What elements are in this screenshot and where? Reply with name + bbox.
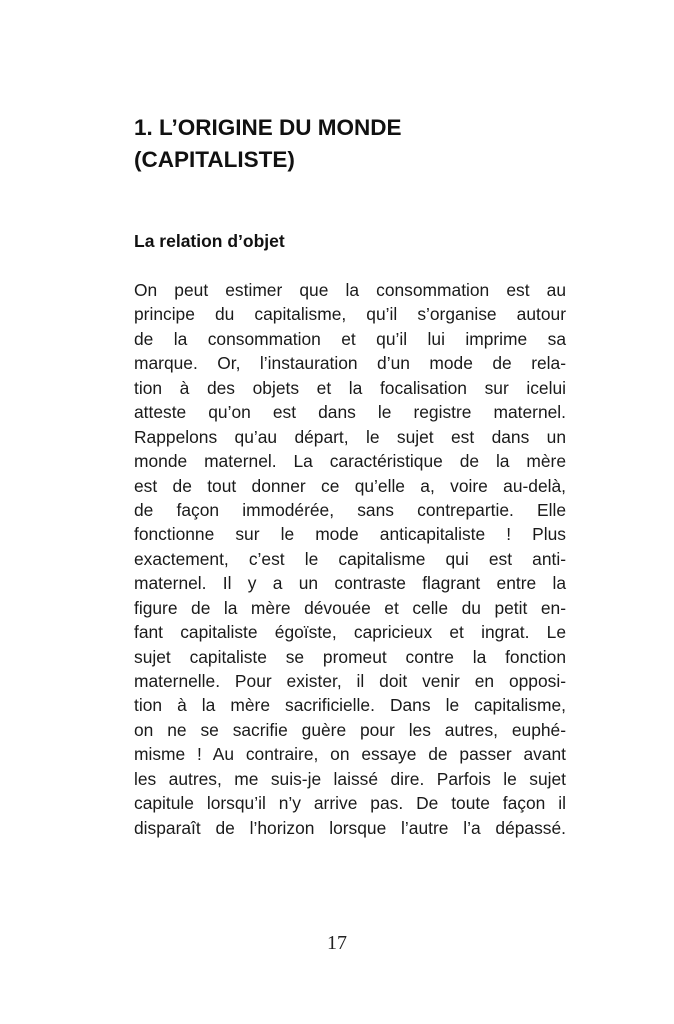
chapter-title-line: 1. L’ORIGINE DU MONDE: [134, 115, 402, 140]
paragraph-line: sujet capitaliste se promeut contre la fonction: [134, 646, 566, 667]
body-paragraph: [134, 278, 566, 840]
paragraph-line: maternel. Il y a un contraste flagrant entre la: [134, 573, 566, 594]
paragraph-line: principe du capitalisme, qu’il s’organise autour: [134, 304, 566, 325]
paragraph-line: de façon immodérée, sans contrepartie. Elle: [134, 499, 566, 520]
paragraph-line: disparaît de l’horizon lorsque l’autre l’a dépassé.: [134, 817, 566, 838]
paragraph-line: monde maternel. La caractéristique de la mère: [134, 451, 566, 472]
paragraph-line: fant capitaliste égoïste, capricieux et ingrat. Le: [134, 622, 566, 643]
paragraph-line: misme ! Au contraire, on essaye de passer avant: [134, 744, 566, 765]
paragraph-line: les autres, me suis-je laissé dire. Parfois le sujet: [134, 768, 566, 789]
page-number: 17: [327, 932, 347, 954]
section-title: La relation d’objet: [134, 231, 285, 251]
chapter-title: [134, 112, 554, 176]
paragraph-line: On peut estimer que la consommation est au: [134, 280, 566, 300]
paragraph-line: tion à la mère sacrificielle. Dans le capitalisme,: [134, 695, 566, 716]
paragraph-line: Rappelons qu’au départ, le sujet est dans un: [134, 426, 566, 447]
paragraph-line: maternelle. Pour exister, il doit venir en opposi-: [134, 671, 566, 691]
paragraph-line: on ne se sacrifie guère pour les autres, euphé-: [134, 719, 566, 740]
paragraph-line: est de tout donner ce qu’elle a, voire au-delà,: [134, 475, 566, 496]
paragraph-line: de la consommation et qu’il lui imprime sa: [134, 328, 566, 349]
paragraph-line: exactement, c’est le capitalisme qui est anti-: [134, 548, 566, 569]
paragraph-line: tion à des objets et la focalisation sur icelui: [134, 377, 566, 398]
chapter-title-line: (CAPITALISTE): [134, 147, 295, 172]
paragraph-line: capitule lorsqu’il n’y arrive pas. De toute façon il: [134, 793, 566, 814]
paragraph-line: atteste qu’on est dans le registre maternel.: [134, 402, 566, 423]
paragraph-line: marque. Or, l’instauration d’un mode de rela-: [134, 353, 566, 374]
paragraph-line: figure de la mère dévouée et celle du petit en-: [134, 597, 566, 618]
paragraph-line: fonctionne sur le mode anticapitaliste ! Plus: [134, 524, 566, 545]
